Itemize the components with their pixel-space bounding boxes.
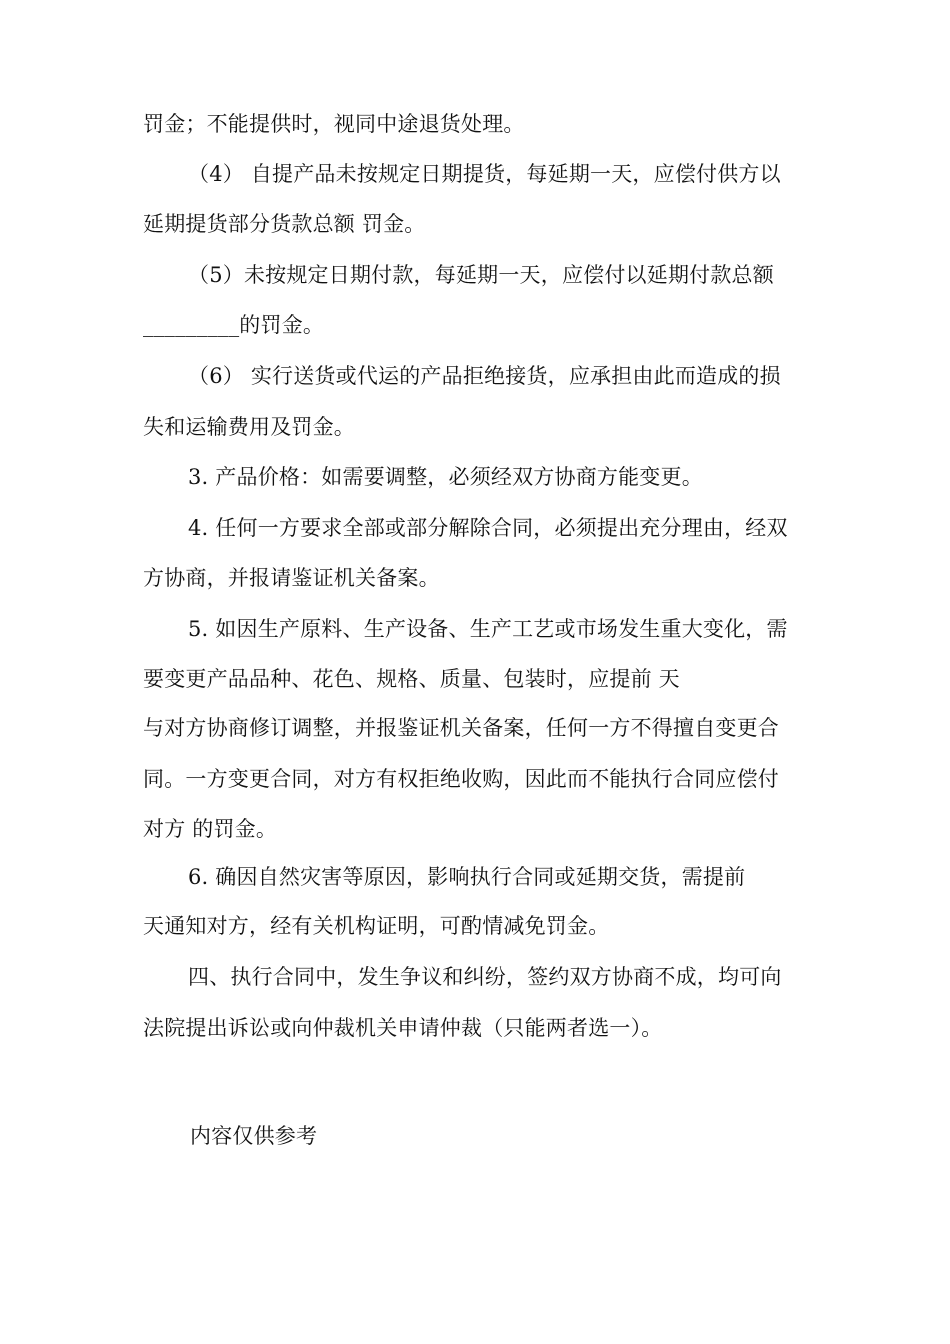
text-line: 罚金；不能提供时，视同中途退货处理。	[143, 112, 525, 136]
text-line: 四、执行合同中，发生争议和纠纷，签约双方协商不成，均可向	[188, 965, 782, 989]
text-line: 法院提出诉讼或向仲裁机关申请仲裁（只能两者选一）。	[143, 1016, 663, 1040]
text-line: 对方 的罚金。	[143, 817, 278, 841]
text-line: 5. 如因生产原料、生产设备、生产工艺或市场发生重大变化，需	[188, 617, 788, 641]
text-line: 天通知对方，经有关机构证明，可酌情减免罚金。	[143, 914, 610, 938]
text-line: 与对方协商修订调整，并报鉴证机关备案，任何一方不得擅自变更合	[143, 716, 779, 740]
text-line: 4. 任何一方要求全部或部分解除合同，必须提出充分理由，经双	[188, 516, 788, 540]
text-line: 延期提货部分货款总额 罚金。	[143, 212, 426, 236]
text-line: _________的罚金。	[143, 313, 325, 337]
text-line: 要变更产品品种、花色、规格、质量、包装时，应提前 天	[143, 667, 680, 691]
text-line: 失和运输费用及罚金。	[143, 415, 355, 439]
text-line: 6. 确因自然灾害等原因，影响执行合同或延期交货，需提前	[188, 865, 746, 889]
text-line: （5）未按规定日期付款，每延期一天，应偿付以延期付款总额	[188, 263, 774, 287]
text-line: 3. 产品价格：如需要调整，必须经双方协商方能变更。	[188, 465, 703, 489]
text-line: 同。一方变更合同，对方有权拒绝收购，因此而不能执行合同应偿付	[143, 767, 779, 791]
footer-note: 内容仅供参考	[190, 1124, 318, 1148]
text-line: （4） 自提产品未按规定日期提货，每延期一天，应偿付供方以	[188, 162, 781, 186]
text-line: （6） 实行送货或代运的产品拒绝接货，应承担由此而造成的损	[188, 364, 781, 388]
text-line: 方协商，并报请鉴证机关备案。	[143, 566, 440, 590]
